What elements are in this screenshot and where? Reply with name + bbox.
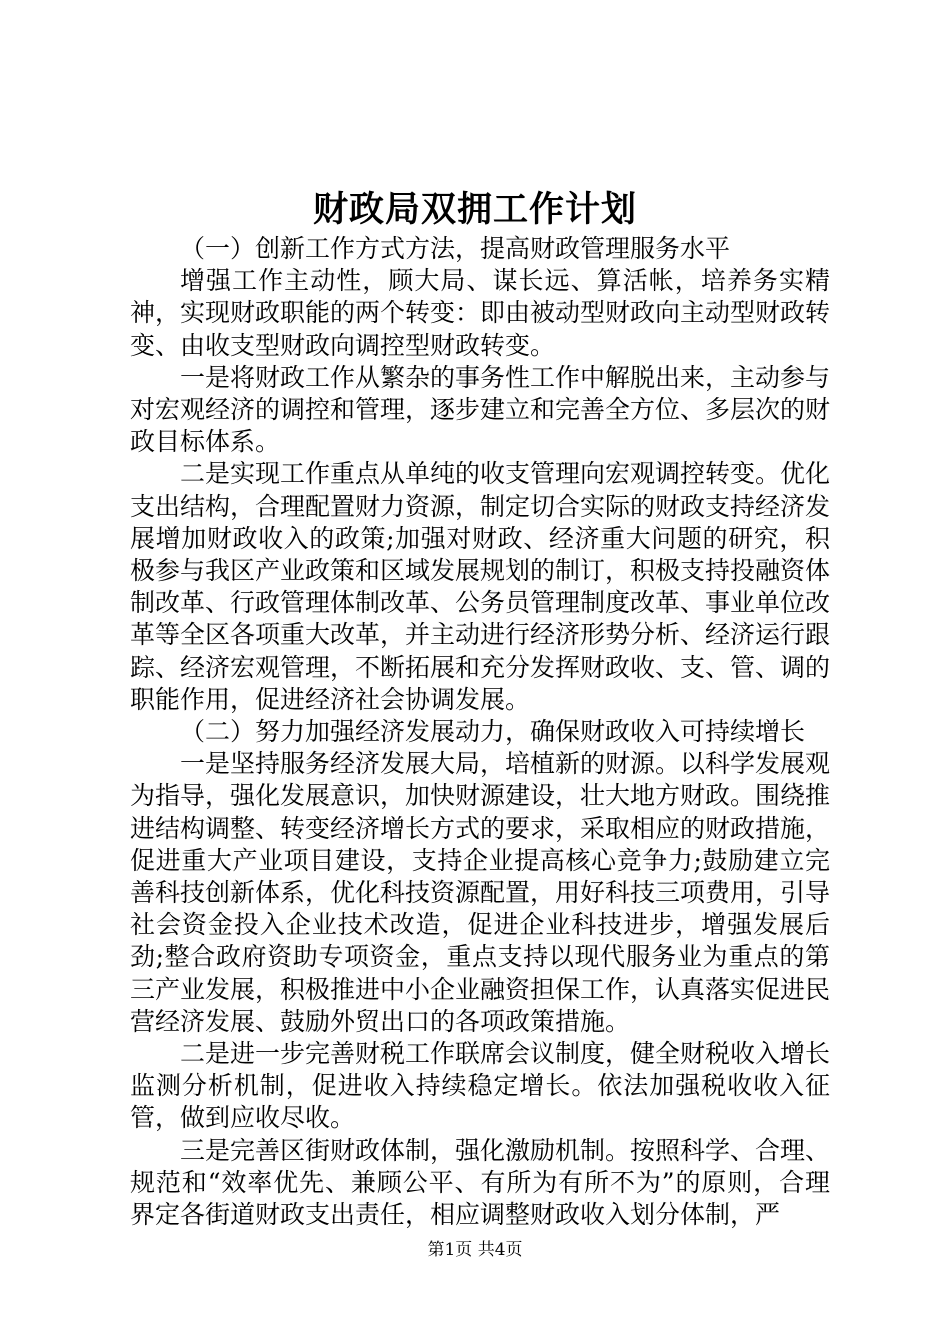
page-number-label: 第1页 共4页 <box>427 1240 523 1260</box>
section-heading-2: （二）努力加强经济发展动力，确保财政收入可持续增长 <box>180 717 806 747</box>
section-heading-1: （一）创新工作方式方法，提高财政管理服务水平 <box>180 234 731 263</box>
page-footer <box>0 1238 950 1262</box>
paragraph: 增强工作主动性，顾大局、谋长远、算活帐，培养务实精神，实现财政职能的两个转变：即由被动型财政向主动型财政转变、由收支型财政向调控型财政转变。 <box>130 266 831 360</box>
paragraph: 一是坚持服务经济发展大局，培植新的财源。以科学发展观为指导，强化发展意识，加快财源建设，壮大地方财政。围绕推进结构调整、转变经济增长方式的要求，采取相应的财政措施，促进重大产业项目建设，支持企业提高核心竞争力;鼓励建立完善科技创新体系，优化科技资源配置，用好科技三项费用，引导社会资金投入企业技术改造，促进企业科技进步，增强发展后劲;整合政府资助专项资金，重点支持以现代服务业为重点的第三产业发展，积极推进中小企业融资担保工作，认真落实促进民营经济发展、鼓励外贸出口的各项政策措施。 <box>130 749 831 1036</box>
paragraph: 三是完善区街财政体制，强化激励机制。按照科学、合理、规范和“效率优先、兼顾公平、有所为有所不为”的原则，合理界定各街道财政支出责任，相应调整财政收入划分体制，严 <box>130 1135 831 1230</box>
document-body <box>130 233 830 1231</box>
document-title: 财政局双拥工作计划 <box>312 189 637 230</box>
paragraph: 一是将财政工作从繁杂的事务性工作中解脱出来，主动参与对宏观经济的调控和管理，逐步建立和完善全方位、多层次的财政目标体系。 <box>130 362 831 457</box>
paragraph: 二是实现工作重点从单纯的收支管理向宏观调控转变。优化支出结构，合理配置财力资源，制定切合实际的财政支持经济发展增加财政收入的政策;加强对财政、经济重大问题的研究，积极参与我区产业政策和区域发展规划的制订，积极支持投融资体制改革、行政管理体制改革、公务员管理制度改革、事业单位改革等全区各项重大改革，并主动进行经济形势分析、经济运行跟踪、经济宏观管理，不断拓展和充分发挥财政收、支、管、调的职能作用，促进经济社会协调发展。 <box>130 459 831 714</box>
paragraph: 二是进一步完善财税工作联席会议制度，健全财税收入增长监测分析机制，促进收入持续稳定增长。依法加强税收收入征管，做到应收尽收。 <box>130 1039 831 1133</box>
